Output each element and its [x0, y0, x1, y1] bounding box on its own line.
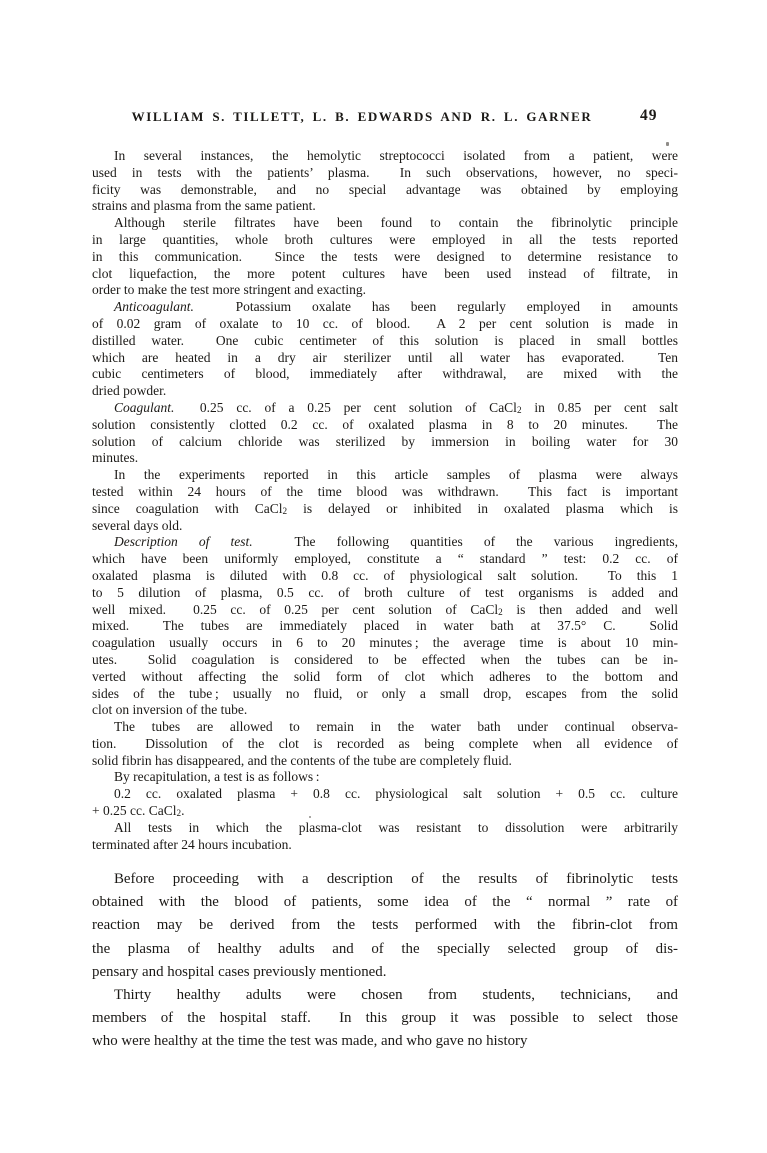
text-run: Before proceeding with a description of the results of fibrinolytic tests	[114, 871, 678, 887]
text-run: utes. Solid coagulation is considered to be effected when the tubes can be in-	[92, 651, 678, 667]
subscript-text: 2	[516, 405, 522, 416]
text-line	[92, 585, 678, 602]
text-line	[92, 686, 678, 703]
text-line	[92, 165, 678, 182]
text-line	[92, 635, 678, 652]
text-run: 0.2 cc. oxalated plasma + 0.8 cc. physiological salt solution + 0.5 cc. culture	[114, 786, 678, 802]
text-line	[92, 182, 678, 199]
text-line	[92, 786, 678, 803]
text-run: The following quantities of the various ingredients,	[252, 534, 678, 550]
text-line	[92, 400, 678, 417]
text-run: who were healthy at the time the test was made, and who gave no history	[92, 1033, 528, 1050]
text-line	[92, 938, 678, 961]
section-body-text	[92, 868, 678, 1054]
text-run: Thirty healthy adults were chosen from students, technicians, and	[114, 987, 678, 1004]
text-run: In the experiments reported in this article samples of plasma were always	[114, 467, 678, 483]
text-line	[92, 837, 678, 854]
text-line	[92, 350, 678, 367]
text-run: the plasma of healthy adults and of the specially selected group of dis-	[92, 940, 678, 957]
text-line	[92, 568, 678, 585]
text-line	[92, 868, 678, 891]
text-run: strains and plasma from the same patient.	[92, 198, 316, 214]
text-run: .	[181, 803, 185, 819]
text-run: Potassium oxalate has been regularly employed in amounts	[193, 299, 678, 315]
text-line	[92, 534, 678, 551]
text-line	[92, 1030, 678, 1053]
text-run: minutes.	[92, 450, 139, 466]
text-run: mixed. The tubes are immediately placed in water bath at 37.5° C. Solid	[92, 618, 678, 634]
text-line	[92, 719, 678, 736]
text-run: used in tests with the patients’ plasma. In such observations, however, no speci-	[92, 164, 678, 180]
text-line	[92, 383, 678, 400]
text-line	[92, 669, 678, 686]
text-run: clot liquefaction, the more potent cultures have been used instead of filtrate, in	[92, 265, 678, 281]
text-line	[92, 333, 678, 350]
subscript-text: 2	[176, 808, 182, 819]
text-line	[92, 148, 678, 165]
text-line	[92, 736, 678, 753]
text-line	[92, 602, 678, 619]
page-number: 49	[640, 107, 658, 124]
text-line	[92, 249, 678, 266]
text-run: reaction may be derived from the tests performed with the fibrin-clot from	[92, 917, 678, 934]
text-line	[92, 984, 678, 1007]
text-run: dried powder.	[92, 383, 167, 399]
text-line	[92, 618, 678, 635]
italic-lead-in: Coagulant.	[114, 399, 175, 415]
text-line	[92, 417, 678, 434]
text-line	[92, 961, 678, 984]
text-run: distilled water. One cubic centimeter of this solution is placed in small bottles	[92, 332, 678, 348]
text-line	[92, 518, 678, 535]
section-methods-fine-print	[92, 148, 678, 853]
text-run: In several instances, the hemolytic streptococci isolated from a patient, were	[114, 148, 678, 163]
text-line	[92, 282, 678, 299]
text-line	[92, 820, 678, 837]
text-line	[92, 551, 678, 568]
text-run: All tests in which the plasma-clot was resistant to dissolution were arbitrarily	[114, 819, 678, 835]
text-run: since coagulation with CaCl	[92, 500, 283, 516]
text-line	[92, 652, 678, 669]
text-run: tested within 24 hours of the time blood was withdrawn. This fact is important	[92, 483, 678, 499]
text-run: which have been uniformly employed, constitute a “ standard ” test: 0.2 cc. of	[92, 551, 678, 567]
text-line	[92, 366, 678, 383]
text-line	[92, 232, 678, 249]
text-line	[92, 215, 678, 232]
text-run: solid fibrin has disappeared, and the contents of the tube are completely fluid.	[92, 752, 512, 768]
scan-speck	[309, 816, 311, 818]
text-run: sides of the tube ; usually no fluid, or only a small drop, escapes from the solid	[92, 685, 678, 701]
text-run: + 0.25 cc. CaCl	[92, 803, 177, 819]
running-header-authors: WILLIAM S. TILLETT, L. B. EDWARDS AND R. L. GARNER	[131, 109, 593, 124]
text-line	[92, 316, 678, 333]
text-line	[92, 434, 678, 451]
text-run: solution of calcium chloride was sterilized by immersion in boiling water for 30	[92, 433, 678, 449]
text-run: is then added and well	[502, 601, 678, 617]
text-line	[92, 891, 678, 914]
text-run: By recapitulation, a test is as follows :	[114, 769, 320, 785]
text-run: cubic centimeters of blood, immediately after withdrawal, are mixed with the	[92, 366, 678, 382]
text-run: obtained with the blood of patients, some idea of the “ normal ” rate of	[92, 894, 678, 911]
text-line	[92, 702, 678, 719]
text-run: to 5 dilution of plasma, 0.5 cc. of broth culture of test organisms is added and	[92, 584, 678, 600]
text-run: solution consistently clotted 0.2 cc. of oxalated plasma in 8 to 20 minutes. The	[92, 416, 678, 432]
text-line	[92, 753, 678, 770]
text-line	[92, 299, 678, 316]
text-run: ficity was demonstrable, and no special advantage was obtained by employing	[92, 181, 678, 197]
text-run: oxalated plasma is diluted with 0.8 cc. of physiological salt solution. To this 1	[92, 567, 678, 583]
subscript-text: 2	[282, 505, 288, 516]
text-run: is delayed or inhibited in oxalated plasma which is	[287, 500, 678, 516]
text-run: verted without affecting the solid form of clot which adheres to the bottom and	[92, 668, 678, 684]
text-run: The tubes are allowed to remain in the water bath under continual observa-	[114, 719, 678, 735]
text-run: several days old.	[92, 517, 183, 533]
text-run: order to make the test more stringent and exacting.	[92, 282, 367, 298]
text-run: which are heated in a dry air sterilizer until all water has evaporated. Ten	[92, 349, 678, 365]
text-run: coagulation usually occurs in 6 to 20 minutes ; the average time is about 10 min-	[92, 635, 678, 651]
text-run: in large quantities, whole broth cultures were employed in all the tests reported	[92, 231, 678, 247]
text-run: of 0.02 gram of oxalate to 10 cc. of blood. A 2 per cent solution is made in	[92, 315, 678, 331]
text-run: members of the hospital staff. In this group it was possible to select those	[92, 1010, 678, 1027]
text-line	[92, 450, 678, 467]
text-run: clot on inversion of the tube.	[92, 702, 248, 718]
text-line	[92, 914, 678, 937]
text-line	[92, 484, 678, 501]
italic-lead-in: Anticoagulant.	[114, 299, 194, 315]
text-line	[92, 467, 678, 484]
text-run: pensary and hospital cases previously mentioned.	[92, 963, 387, 980]
text-line	[92, 803, 678, 820]
text-run: in 0.85 per cent salt	[521, 399, 678, 415]
text-line	[92, 198, 678, 215]
subscript-text: 2	[498, 606, 503, 617]
text-run: terminated after 24 hours incubation.	[92, 836, 292, 852]
text-line	[92, 501, 678, 518]
text-line	[92, 1007, 678, 1030]
scan-speck	[666, 142, 669, 146]
italic-lead-in: Description of test.	[114, 534, 253, 550]
text-run: Although sterile filtrates have been found to contain the fibrinolytic principle	[114, 215, 678, 231]
text-run: in this communication. Since the tests were designed to determine resistance to	[92, 248, 678, 264]
text-line	[92, 769, 678, 786]
text-run: 0.25 cc. of a 0.25 per cent solution of CaCl	[174, 399, 517, 415]
text-run: tion. Dissolution of the clot is recorded as being complete when all evidence of	[92, 735, 678, 751]
text-run: well mixed. 0.25 cc. of 0.25 per cent solution of CaCl	[92, 601, 499, 617]
text-line	[92, 266, 678, 283]
